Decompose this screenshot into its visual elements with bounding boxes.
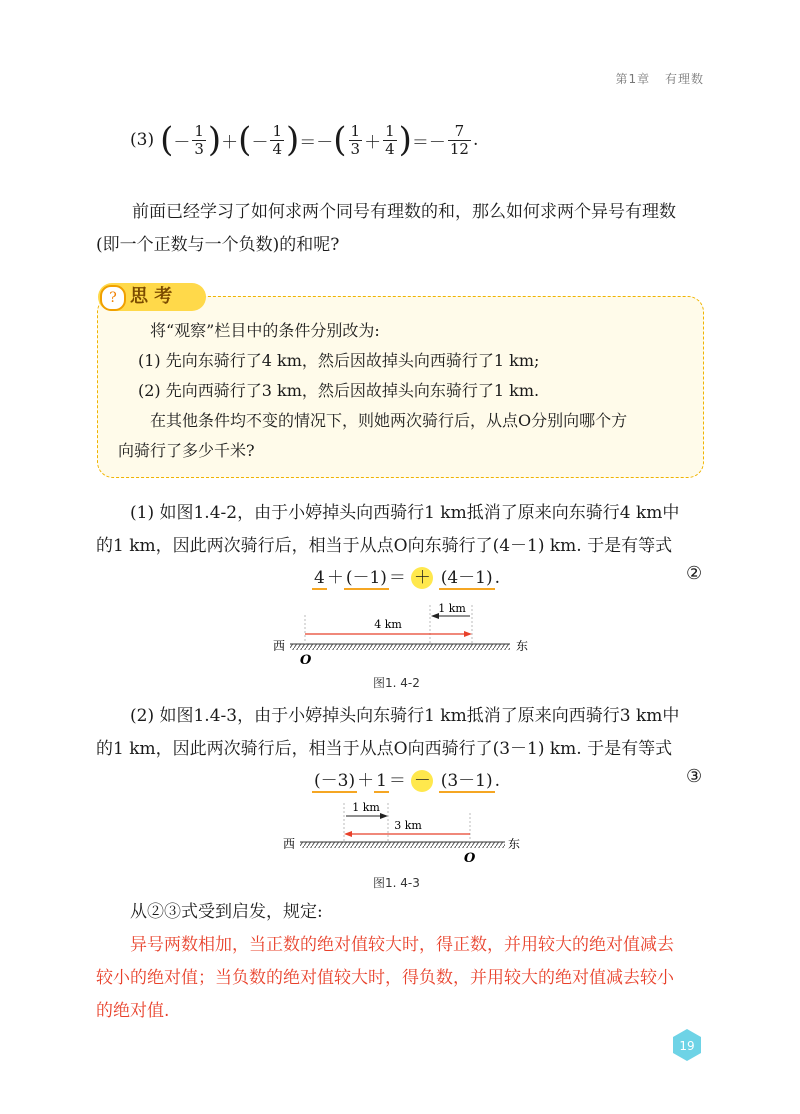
equation-marker-2: ② [686,563,703,584]
part2-paragraph [96,700,710,766]
part1-line: 的1 km，因此两次骑行后，相当于从点O向东骑行了(4－1) km. 于是有等式 [96,536,673,556]
think-content [118,316,690,466]
rule-line: 异号两数相加，当正数的绝对值较大时，得正数，并用较大的绝对值减去 [130,935,674,955]
example-3-equation: (3) ( － $\frac{1}{3}$ ) ＋ ( － $\frac{1}{4}$ ) ＝－ ( $\frac{1}{3}$ ＋ $\frac{1}{4}$ ) ＝－ $\frac{7}{12}$ . [130,120,479,160]
fraction: $\frac{1}{4}$ [385,121,395,158]
part1-paragraph [96,497,710,563]
think-line: (1) 先向东骑行了4 km，然后因故掉头向西骑行了1 km; [138,351,540,370]
page-number-badge [670,1028,704,1062]
label-east: 东 [516,639,529,653]
fraction: $\frac{1}{3}$ [194,121,204,158]
think-line: (2) 先向西骑行了3 km，然后因故掉头向东骑行了1 km. [138,381,540,400]
lightbulb-icon: ? [100,285,126,311]
part2-line: 的1 km，因此两次骑行后，相当于从点O向西骑行了(3－1) km. 于是有等式 [96,739,673,759]
intro-line: (即一个正数与一个负数)的和呢? [96,235,340,255]
label-short: 1 km [438,602,466,615]
label-short: 1 km [352,801,380,814]
label-east: 东 [508,837,521,851]
think-line: 将“观察”栏目中的条件分别改为: [150,321,380,340]
equation-3: (－3) ＋ 1 ＝ － (3－1) . [314,771,501,791]
sign-highlight: ＋ [411,567,433,589]
rule-line: 较小的绝对值；当负数的绝对值较大时，得负数，并用较大的绝对值减去较小 [96,968,674,988]
think-title: 思 考 [130,286,173,307]
chapter-title: 有理数 [664,72,704,86]
fraction: $\frac{1}{4}$ [272,121,282,158]
fraction: $\frac{7}{12}$ [449,121,469,158]
page-number: 19 [679,1039,695,1053]
rule-line: 的绝对值. [96,1001,170,1021]
figure-1-4-3 [280,798,530,868]
figure-caption: 图1. 4-2 [373,676,420,690]
part2-line: (2) 如图1.4-3，由于小婷掉头向东骑行1 km抵消了原来向西骑行3 km中 [130,706,680,726]
intro-paragraph [96,196,710,262]
running-header [616,70,704,87]
intro-line: 前面已经学习了如何求两个同号有理数的和，那么如何求两个异号有理数 [132,202,676,222]
rule-statement [96,929,710,1028]
part1-line: (1) 如图1.4-2，由于小婷掉头向西骑行1 km抵消了原来向东骑行4 km中 [130,503,680,523]
label-west: 西 [283,837,296,851]
fraction: $\frac{1}{3}$ [350,121,361,158]
ground-hatch [300,842,505,848]
sign-highlight: － [411,770,433,792]
label-long: 4 km [374,618,402,631]
figure-1-4-2 [270,600,540,670]
label-origin: O [464,851,476,866]
rule-lead: 从②③式受到启发，规定: [130,902,323,922]
chapter-label: 第1章 [615,72,651,86]
label-west: 西 [273,639,286,653]
equation-2: 4 ＋ (－1) ＝ ＋ (4－1) . [314,568,501,588]
think-line: 在其他条件均不变的情况下，则她两次骑行后，从点O分别向哪个方 [150,411,628,430]
figure-caption: 图1. 4-3 [373,876,420,890]
label-origin: O [300,653,312,668]
label-long: 3 km [394,819,422,832]
example-label: (3) [130,130,155,150]
think-line: 向骑行了多少千米? [118,441,255,460]
ground-hatch [290,644,510,650]
equation-marker-3: ③ [686,766,703,787]
